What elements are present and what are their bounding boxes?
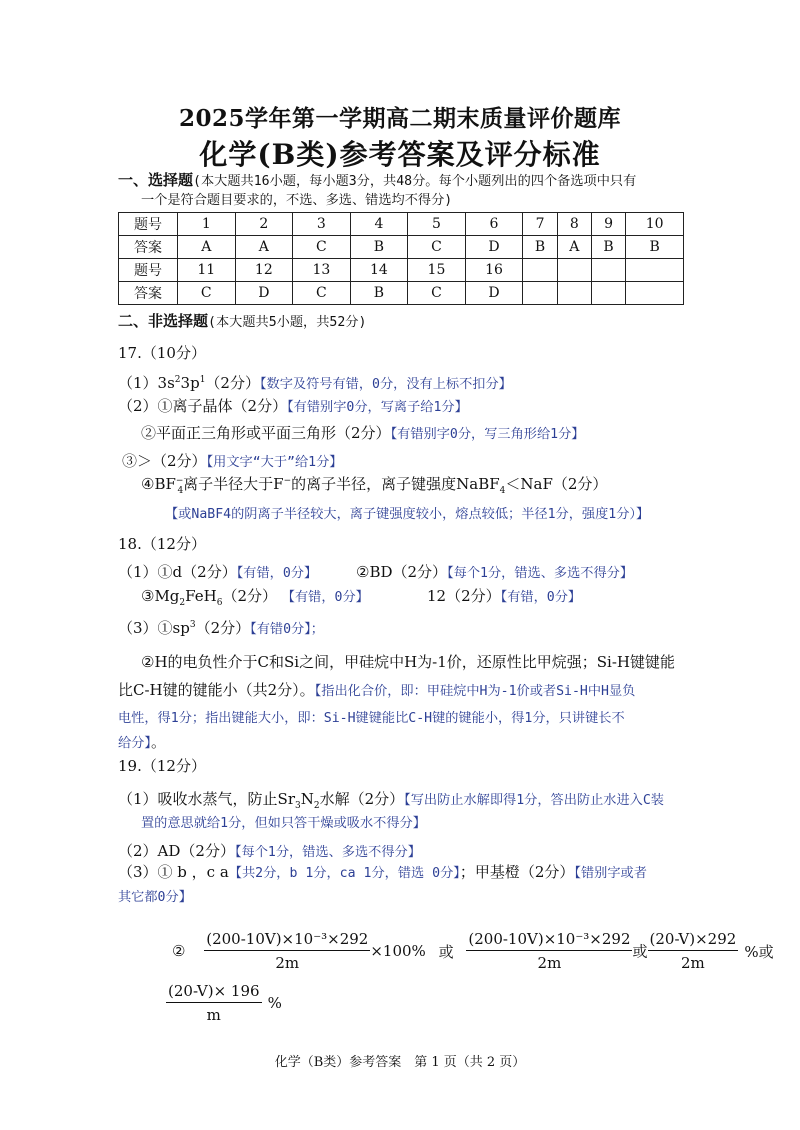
table-cell: 9 <box>591 213 626 236</box>
section2-heading: 二、非选择题 <box>118 312 209 330</box>
table-cell <box>591 282 626 305</box>
table-cell: 5 <box>408 213 466 236</box>
answer-table <box>118 212 684 305</box>
q18-line7 <box>118 731 166 752</box>
q18-line1 <box>118 561 317 582</box>
numerator: (20-V)×292 <box>648 930 739 951</box>
grading-note: 给分】 <box>118 736 151 751</box>
q17-line4 <box>122 450 342 471</box>
text: ；甲基橙（2分） <box>459 863 575 881</box>
q19-formula-row2 <box>166 982 282 1024</box>
table-cell: C <box>408 282 466 305</box>
q17-line5 <box>141 473 607 496</box>
denominator: m <box>206 1006 221 1024</box>
grading-note: 【共2分，b 1分，ca 1分，错选 0分】 <box>228 866 460 881</box>
table-cell <box>626 259 684 282</box>
table-cell: 8 <box>557 213 591 236</box>
subscript: 6 <box>216 598 223 608</box>
fraction-1 <box>204 930 370 972</box>
fraction-3 <box>648 930 739 972</box>
q19-formula-row1 <box>172 930 774 972</box>
fraction-2 <box>466 930 632 972</box>
score: （2分） <box>195 619 251 637</box>
superscript: − <box>175 476 184 486</box>
row-label: 题号 <box>119 259 178 282</box>
grading-note: 【有错别字0分，写三角形给1分】 <box>390 427 585 442</box>
q19-line2-note: 置的意思就给1分，但如只答干燥或吸水不得分】 <box>141 816 426 831</box>
grading-note: 【写出防止水解即得1分，答出防止水进入C装 <box>404 793 664 808</box>
grading-note: 【有错0分】； <box>250 622 324 637</box>
subscript: 2 <box>179 598 186 608</box>
text: ④BF <box>141 475 176 493</box>
table-cell: 13 <box>293 259 351 282</box>
table-cell: A <box>235 236 293 259</box>
table-cell: 6 <box>465 213 523 236</box>
denominator: 2m <box>537 954 562 972</box>
q19-heading: 19.（12分） <box>118 757 206 775</box>
text: ＜NaF（2分） <box>505 475 608 493</box>
text: ③Mg <box>141 587 180 605</box>
table-row <box>119 236 684 259</box>
section2-intro <box>118 311 366 333</box>
table-cell: 4 <box>350 213 408 236</box>
grading-note: 【每个1分，错选、多选不得分】 <box>234 845 421 860</box>
q17-line6-note: 【或NaBF4的阴离子半径较大，离子键强度较小，熔点较低；半径1分，强度1分）】 <box>165 507 650 522</box>
superscript: 2 <box>174 375 181 385</box>
table-cell: 2 <box>235 213 293 236</box>
numerator: (200-10V)×10⁻³×292 <box>466 930 632 951</box>
q19-line1 <box>118 788 664 811</box>
grading-note: 【有错，0分】 <box>281 590 369 605</box>
grading-note: 【有错，0分】 <box>500 590 582 605</box>
grading-note: 【有错别字0分，写离子给1分】 <box>287 400 468 415</box>
row-label: 题号 <box>119 213 178 236</box>
table-cell: B <box>626 236 684 259</box>
q18-line2 <box>141 585 369 608</box>
section2-desc: (本大题共5小题，共52分) <box>208 315 367 330</box>
table-cell: B <box>350 282 408 305</box>
score: （2分） <box>205 374 260 392</box>
table-cell: 11 <box>178 259 236 282</box>
text: 或 <box>438 942 454 961</box>
table-row <box>119 213 684 236</box>
table-cell: D <box>235 282 293 305</box>
text: （3）① b ，c a <box>118 863 229 881</box>
section1-desc-line1: (本大题共16小题，每小题3分，共48分。每个小题列出的四个备选项中只有 <box>193 174 637 189</box>
table-cell: 12 <box>235 259 293 282</box>
text: % <box>267 994 282 1012</box>
text: （2）①离子晶体（2分） <box>118 397 288 415</box>
table-cell <box>557 282 591 305</box>
text: 12（2分） <box>427 587 501 605</box>
row-label: 答案 <box>119 236 178 259</box>
grading-note: 【数字及符号有错，0分，没有上标不扣分】 <box>259 377 512 392</box>
item-marker: ② <box>172 942 186 960</box>
table-cell: A <box>178 236 236 259</box>
table-cell: 1 <box>178 213 236 236</box>
grading-note: 【有错，0分】 <box>236 566 318 581</box>
subscript: 3 <box>295 801 301 811</box>
table-cell: D <box>465 282 523 305</box>
table-row <box>119 259 684 282</box>
table-cell: 16 <box>465 259 523 282</box>
text: ③＞（2分） <box>122 452 207 470</box>
superscript: 1 <box>199 375 206 385</box>
q17-heading: 17.（10分） <box>118 344 206 362</box>
table-cell <box>626 282 684 305</box>
text: ②BD（2分） <box>356 563 448 581</box>
text: ②平面正三角形或平面三角形（2分） <box>141 424 391 442</box>
page-title: 2025学年第一学期高二期末质量评价题库 <box>178 105 621 132</box>
table-cell: D <box>465 236 523 259</box>
numerator: (20-V)× 196 <box>166 982 262 1003</box>
page-subtitle: 化学(B类)参考答案及评分标准 <box>199 138 601 171</box>
table-cell: 10 <box>626 213 684 236</box>
superscript: 3 <box>189 620 196 630</box>
section1-desc-line2: 一个是符合题目要求的，不选、多选、错选均不得分) <box>141 193 453 208</box>
subscript: 2 <box>313 801 320 811</box>
subscript: 4 <box>177 486 184 496</box>
text: %或 <box>744 942 774 961</box>
table-cell: B <box>350 236 408 259</box>
table-cell: 7 <box>523 213 558 236</box>
score: 水解（2分） <box>319 790 405 808</box>
denominator: 2m <box>681 954 705 972</box>
text: （1）①d（2分） <box>118 563 237 581</box>
q18-line4: ②H的电负性介于C和Si之间，甲硅烷中H为-1价，还原性比甲烷强；Si-H键键能 <box>141 653 675 671</box>
text: 或 <box>632 942 648 961</box>
row-label: 答案 <box>119 282 178 305</box>
table-cell: C <box>293 282 351 305</box>
q17-line1 <box>118 372 512 393</box>
fraction-4 <box>166 982 262 1024</box>
score: （2分） <box>222 587 277 605</box>
q17-line3 <box>141 422 584 443</box>
q19-line4 <box>118 861 647 882</box>
superscript: − <box>283 476 292 486</box>
q18-line1b <box>356 561 633 582</box>
table-cell <box>557 259 591 282</box>
text: （2）AD（2分） <box>118 842 235 860</box>
text: （3）①sp <box>118 619 190 637</box>
table-cell <box>523 259 558 282</box>
text: 。 <box>150 733 166 751</box>
q17-line2 <box>118 395 468 416</box>
q19-line3 <box>118 840 421 861</box>
page-footer: 化学（B类）参考答案 第 1 页（共 2 页） <box>274 1055 526 1070</box>
grading-note: 【指出化合价，即：甲硅烷中H为-1价或者Si-H中H显负 <box>314 684 636 699</box>
denominator: 2m <box>275 954 300 972</box>
q18-heading: 18.（12分） <box>118 535 206 553</box>
text: （1）3s <box>118 374 175 392</box>
table-cell: 3 <box>293 213 351 236</box>
table-cell: 14 <box>350 259 408 282</box>
table-cell: C <box>178 282 236 305</box>
text: ×100% <box>370 942 426 960</box>
grading-note: 【每个1分，错选、多选不得分】 <box>447 566 634 581</box>
q18-line3 <box>118 617 324 638</box>
table-cell <box>523 282 558 305</box>
table-cell: A <box>557 236 591 259</box>
table-cell: 15 <box>408 259 466 282</box>
numerator: (200-10V)×10⁻³×292 <box>204 930 370 951</box>
section1-heading: 一、选择题 <box>118 171 194 189</box>
text: FeH <box>185 587 217 605</box>
grading-note: 【用文字“大于”给1分】 <box>206 455 343 470</box>
table-cell: C <box>293 236 351 259</box>
text: 3p <box>180 374 200 392</box>
table-cell <box>591 259 626 282</box>
q18-line5 <box>118 679 635 700</box>
table-row <box>119 282 684 305</box>
subscript: 4 <box>499 486 506 496</box>
table-cell: B <box>523 236 558 259</box>
text: 的离子半径，离子键强度NaBF <box>291 475 500 493</box>
text: N <box>300 790 314 808</box>
q18-line2b <box>427 585 581 606</box>
q18-line6-note: 电性，得1分；指出键能大小，即：Si-H键键能比C-H键的键能小，得1分，只讲键长不 <box>118 711 625 726</box>
q19-line5-note: 其它都0分】 <box>118 890 192 905</box>
text: 离子半径大于F <box>183 475 284 493</box>
table-cell: C <box>408 236 466 259</box>
grading-note: 【错别字或者 <box>574 866 647 881</box>
section1-intro <box>118 170 636 192</box>
text: （1）吸收水蒸气，防止Sr <box>118 790 295 808</box>
text: 比C-H键的键能小（共2分）。 <box>118 681 315 699</box>
table-cell: B <box>591 236 626 259</box>
